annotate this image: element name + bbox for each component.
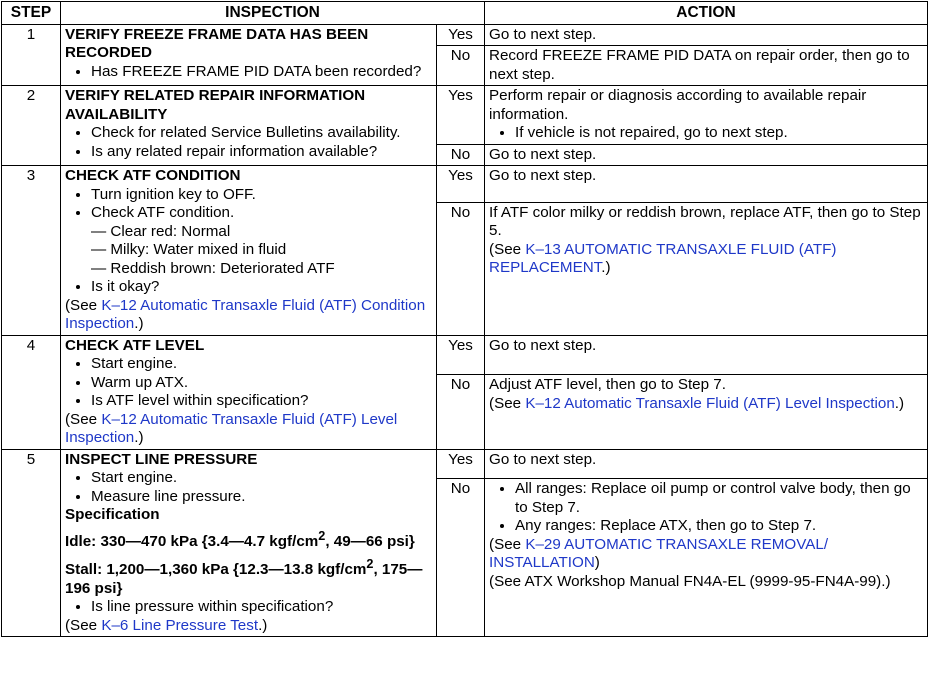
- inspection-cell: [61, 86, 437, 166]
- header-row: [2, 2, 928, 25]
- no-action-cell: [485, 202, 928, 335]
- list-item: • Is any related repair information available?: [91, 143, 432, 162]
- inspection-header: INSPECTION: [61, 2, 485, 25]
- step-title: CHECK ATF CONDITION: [65, 167, 241, 184]
- list-item: • Is ATF level within specification?: [91, 392, 432, 411]
- yes-label: Yes: [437, 335, 485, 375]
- no-action-cell: [485, 479, 928, 637]
- reference-line: (See K–6 Line Pressure Test.): [65, 616, 268, 634]
- workshop-manual-reference: (See ATX Workshop Manual FN4A-EL (9999-95-FN4A-99).): [489, 572, 891, 590]
- list-item: • Start engine.: [91, 355, 432, 374]
- list-item: • Has FREEZE FRAME PID DATA been recorded?: [91, 63, 432, 82]
- no-action: Adjust ATF level, then go to Step 7.: [489, 376, 726, 394]
- reference-link[interactable]: K–6 Line Pressure Test: [101, 616, 259, 634]
- list-item: • Turn ignition key to OFF.: [91, 186, 432, 205]
- yes-action: Go to next step.: [485, 449, 928, 479]
- reference-line: (See K–12 Automatic Transaxle Fluid (ATF) Condition Inspection.): [65, 296, 426, 332]
- action-header: ACTION: [485, 2, 928, 25]
- reference-link[interactable]: K–12 Automatic Transaxle Fluid (ATF) Condition Inspection: [65, 296, 426, 332]
- yes-action-cell: [485, 86, 928, 145]
- reference-link[interactable]: K–13 AUTOMATIC TRANSAXLE FLUID (ATF) REPLACEMENT: [489, 240, 837, 277]
- no-label: No: [437, 479, 485, 637]
- inspection-list: [65, 598, 432, 617]
- reference-line: (See K–12 Automatic Transaxle Fluid (ATF) Level Inspection.): [489, 394, 905, 412]
- yes-action: Go to next step.: [485, 335, 928, 375]
- step-title: INSPECT LINE PRESSURE: [65, 450, 258, 468]
- diagnostic-procedure-table: [1, 1, 928, 637]
- list-item: • Warm up ATX.: [91, 374, 432, 393]
- idle-specification: Idle: 330—470 kPa {3.4—4.7 kgf/$cm^2$, 49—66 psi}: [65, 528, 415, 550]
- inspection-list: [65, 63, 432, 82]
- no-label: No: [437, 46, 485, 86]
- inspection-cell: [61, 449, 437, 637]
- step-header: STEP: [2, 2, 61, 25]
- step-3-row-yes: [2, 166, 928, 203]
- list-item: • Measure line pressure.: [91, 488, 432, 507]
- step-number: 1: [2, 24, 61, 86]
- list-item: • Start engine.: [91, 469, 432, 488]
- inspection-list: [65, 124, 432, 161]
- yes-label: Yes: [437, 24, 485, 46]
- reference-line: (See K–13 AUTOMATIC TRANSAXLE FLUID (ATF) REPLACEMENT.): [489, 240, 837, 277]
- yes-action: Go to next step.: [485, 166, 928, 203]
- step-number: 4: [2, 335, 61, 449]
- list-item: • Check for related Service Bulletins availability.: [91, 124, 432, 143]
- condition-reddish-brown: — Reddish brown: Deteriorated ATF: [91, 259, 335, 277]
- step-1-row-yes: [2, 24, 928, 46]
- list-item: • Is it okay?: [91, 278, 432, 297]
- list-item: • All ranges: Replace oil pump or control valve body, then go to Step 7.: [515, 480, 923, 517]
- condition-milky: — Milky: Water mixed in fluid: [91, 241, 287, 258]
- list-item: • If vehicle is not repaired, go to next step.: [515, 124, 923, 143]
- yes-label: Yes: [437, 166, 485, 203]
- list-item: • Any ranges: Replace ATX, then go to Step 7.: [515, 517, 923, 536]
- list-item: • Check ATF condition.: [91, 204, 432, 223]
- step-4-row-yes: [2, 335, 928, 375]
- list-item: • Is line pressure within specification?: [91, 598, 432, 617]
- reference-line: (See K–12 Automatic Transaxle Fluid (ATF) Level Inspection.): [65, 410, 398, 446]
- action-list: [489, 124, 923, 143]
- step-number: 3: [2, 166, 61, 336]
- step-title: CHECK ATF LEVEL: [65, 336, 205, 354]
- step-number: 2: [2, 86, 61, 166]
- yes-label: Yes: [437, 86, 485, 145]
- step-number: 5: [2, 449, 61, 637]
- no-action: If ATF color milky or reddish brown, replace ATF, then go to Step 5.: [489, 203, 921, 240]
- step-5-row-yes: [2, 449, 928, 479]
- reference-link[interactable]: K–29 AUTOMATIC TRANSAXLE REMOVAL/ INSTALLATION: [489, 535, 829, 572]
- step-title: VERIFY RELATED REPAIR INFORMATION AVAILABILITY: [65, 87, 366, 123]
- reference-line: (See K–29 AUTOMATIC TRANSAXLE REMOVAL/ INSTALLATION): [489, 535, 829, 572]
- inspection-cell: [61, 335, 437, 449]
- reference-link[interactable]: K–12 Automatic Transaxle Fluid (ATF) Level Inspection: [525, 394, 895, 412]
- inspection-cell: [61, 24, 437, 86]
- condition-clear-red: — Clear red: Normal: [91, 222, 231, 240]
- inspection-list: [65, 186, 432, 223]
- action-list: [489, 480, 923, 536]
- no-action-cell: [485, 375, 928, 449]
- inspection-list: [65, 469, 432, 506]
- no-label: No: [437, 375, 485, 449]
- yes-action: Go to next step.: [485, 24, 928, 46]
- inspection-list: [65, 355, 432, 411]
- no-label: No: [437, 144, 485, 166]
- specification-label: Specification: [65, 506, 160, 523]
- no-action: Go to next step.: [485, 144, 928, 166]
- no-label: No: [437, 202, 485, 335]
- stall-specification: Stall: 1,200—1,360 kPa {12.3—13.8 kgf/$cm^2$, 175—196 psi}: [65, 557, 423, 597]
- inspection-cell: [61, 166, 437, 336]
- step-title: VERIFY FREEZE FRAME DATA HAS BEEN RECORDED: [65, 25, 369, 61]
- yes-action: Perform repair or diagnosis according to available repair information.: [489, 87, 867, 123]
- reference-link[interactable]: K–12 Automatic Transaxle Fluid (ATF) Level Inspection: [65, 410, 398, 446]
- step-2-row-yes: [2, 86, 928, 145]
- inspection-list: [65, 278, 432, 297]
- yes-label: Yes: [437, 449, 485, 479]
- no-action: Record FREEZE FRAME PID DATA on repair order, then go to next step.: [485, 46, 928, 86]
